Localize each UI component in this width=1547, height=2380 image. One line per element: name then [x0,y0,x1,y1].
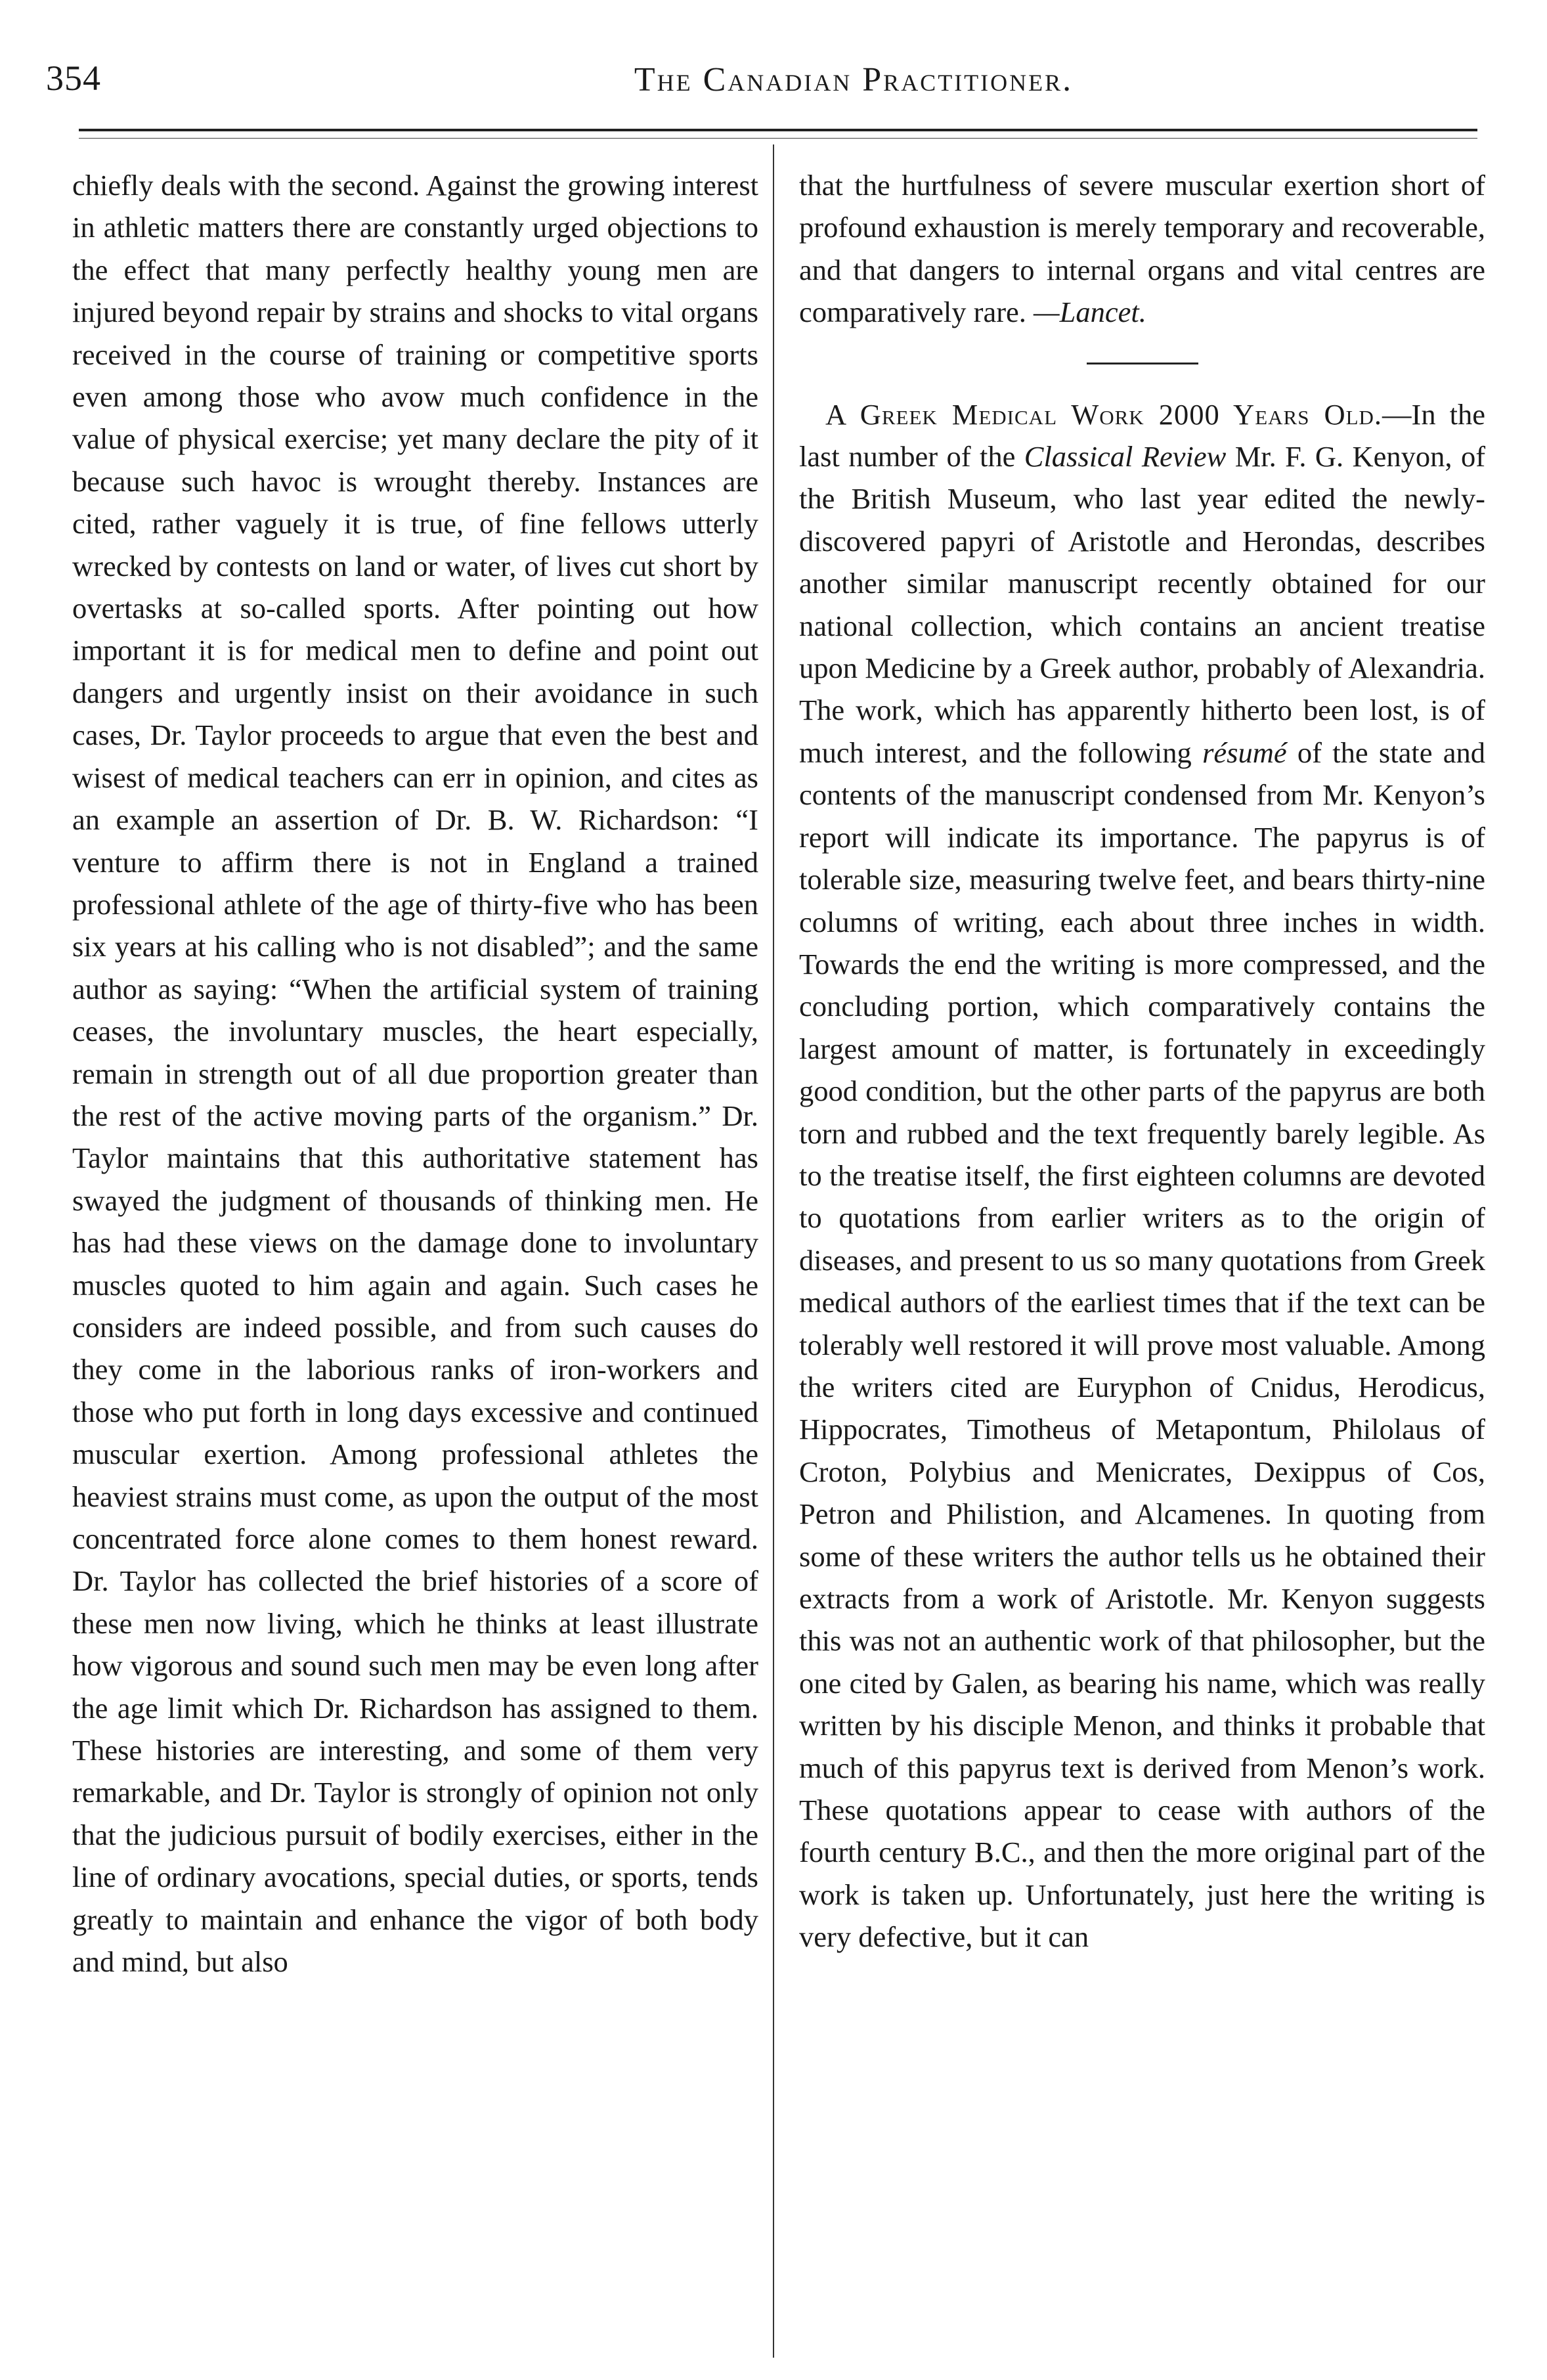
header-rule-thick [79,129,1477,131]
left-column [72,164,758,1983]
article-separator [1087,363,1198,364]
right-column [799,164,1485,1958]
running-title: The Canadian Practitioner. [634,61,1074,99]
header-rule-thin [79,138,1477,139]
article-text-2: Mr. F. G. Kenyon, of the British Museum, who last year edited the newly-discovered papyri of Aristotle and Herondas, describes another similar manuscript recently obtained for our national collection, which contains an ancient treatise upon Medicine by a Greek author, probably of Alexandria. The work, which has apparently hitherto been lost, is of much interest, and the following [799,440,1486,769]
continuation-paragraph [799,164,1485,334]
page-number: 354 [46,58,101,98]
article-paragraph [799,393,1485,1958]
article-title: A Greek Medical Work 2000 Years Old. [825,397,1383,431]
continuation-text: that the hurtfulness of severe muscular exertion short of profound exhaustion is merely temporary and recoverable, and that dangers to internal organs and vital centres are comparatively rare. [799,169,1485,329]
article-journal-name: Classical Review [1024,440,1227,474]
article-text-3: of the state and contents of the manuscript condensed from Mr. Kenyon’s report will indicate its importance. The papyrus is of tolerable size, measuring twelve feet, and bears thirty-nine columns of writing, each about three inches in width. Towards the end the writing is more compressed, and the concluding portion, which comparatively contains the largest amount of matter, is fortunately in exceedingly good condition, but the other parts of the papyrus are both torn and rubbed and the text frequently barely legible. As to the treatise itself, the first eighteen columns are devoted to quotations from earlier writers as to the origin of diseases, and present to us so many quotations from Greek medical authors of the earliest times that if the text can be tolerably well restored it will prove most valuable. Among the writers cited are Euryphon of Cnidus, Herodicus, Hippocrates, Timotheus of Metapontum, Philolaus of Croton, Polybius and Menicrates, Dexippus of Cos, Petron and Philistion, and Alcamenes. In quoting from some of these writers the author tells us he obtained their extracts from a work of Aristotle. Mr. Kenyon suggests this was not an authentic work of that philosopher, but the one cited by Galen, as bearing his name, which was really written by his disciple Menon, and thinks it probable that much of this papyrus text is derived from Menon’s work. These quotations appear to cease with authors of the fourth century B.C., and then the more original part of the work is taken up. Unfortunately, just here the writing is very defective, but it can [799,736,1485,1954]
column-divider [773,144,774,2358]
article-resume-word: résumé [1202,736,1287,769]
article-text-1: —In the last number of the [799,397,1485,474]
continuation-source: —Lancet. [1034,296,1146,329]
left-column-text: chiefly deals with the second. Against the growing interest in athletic matters there are constantly urged objections to the effect that many perfectly healthy young men are injured beyond repair by strains and shocks to vital organs received in the course of training or competitive sports even among those who avow much confidence in the value of physical exercise; yet many declare the pity of it because such havoc is wrought thereby. Instances are cited, rather vaguely it is true, of fine fellows utterly wrecked by contests on land or water, of lives cut short by overtasks at so-called sports. After pointing out how important it is for medical men to define and point out dangers and urgently insist on their avoidance in such cases, Dr. Taylor proceeds to argue that even the best and wisest of medical teachers can err in opinion, and cites as an example an assertion of Dr. B. W. Richardson: “I venture to affirm there is not in England a trained professional athlete of the age of thirty-five who has been six years at his calling who is not disabled”; and the same author as saying: “When the artificial system of training ceases, the involuntary muscles, the heart especially, remain in strength out of all due proportion greater than the rest of the active moving parts of the organism.” Dr. Taylor maintains that this authoritative statement has swayed the judgment of thousands of thinking men. He has had these views on the damage done to involuntary muscles quoted to him again and again. Such cases he considers are indeed possible, and from such causes do they come in the laborious ranks of iron-workers and those who put forth in long days excessive and continued muscular exertion. Among professional athletes the heaviest strains must come, as upon the output of the most concentrated force alone comes to them honest reward. Dr. Taylor has collected the brief histories of a score of these men now living, which he thinks at least illustrate how vigorous and sound such men may be even long after the age limit which Dr. Richardson has assigned to them. These histories are interesting, and some of them very remarkable, and Dr. Taylor is strongly of opinion not only that the judicious pursuit of bodily exercises, either in the line of ordinary avocations, special duties, or sports, tends greatly to maintain and enhance the vigor of both body and mind, but also [72,169,758,1979]
